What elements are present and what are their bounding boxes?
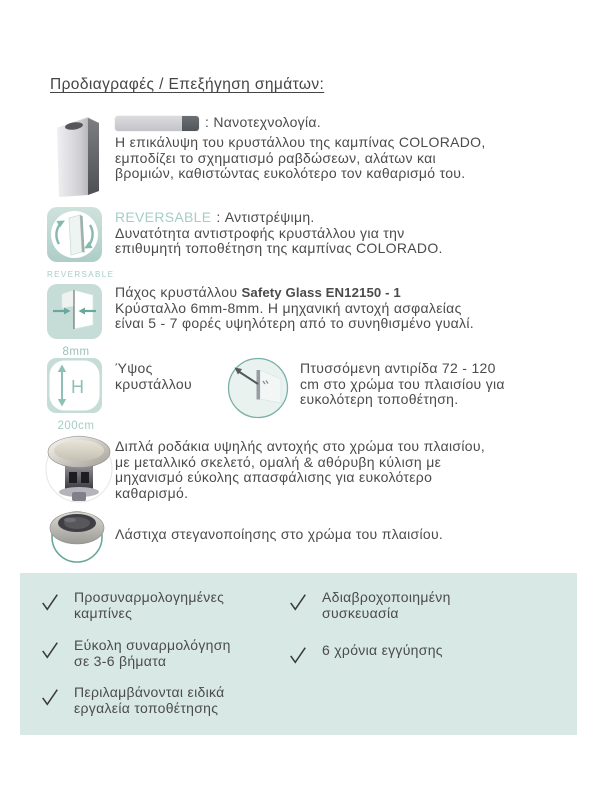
folding-support-bar-icon	[227, 357, 289, 419]
height-icon-caption: 200cm	[57, 420, 95, 432]
check-icon	[40, 592, 60, 612]
safety-title-prefix: Πάχος κρυστάλλου	[115, 284, 242, 300]
list-item	[40, 685, 249, 716]
spec-row-nanotech	[115, 114, 515, 182]
height-arrow-H-icon	[47, 358, 102, 413]
double-rollers-photo-icon	[45, 432, 113, 506]
glass-thickness-arrows-icon	[47, 284, 102, 339]
list-item	[40, 590, 249, 621]
safety-title-standard: Safety Glass EN12150 - 1	[241, 285, 401, 300]
feature-text: 6 χρόνια εγγύησης	[322, 642, 443, 658]
reversable-body: Δυνατότητα αντιστροφής κρυστάλλου για την επιθυμητή τοποθέτηση της καμπίνας COLORADO.	[115, 224, 443, 256]
safety-body: Κρύσταλλο 6mm-8mm. Η μηχανική αντοχή ασφαλείας είναι 5 - 7 φορές υψηλότερη από το συνηθισμένο γυαλί.	[115, 299, 474, 331]
list-item	[288, 590, 482, 621]
spec-row-reversable-icon	[47, 207, 115, 279]
sealing-gasket-photo-icon	[44, 503, 114, 563]
spec-row-safety-icon	[47, 284, 105, 358]
features-panel	[20, 573, 577, 735]
feature-text: Αδιαβροχοποιημένη συσκευασία	[322, 589, 451, 621]
reversable-highlight: REVERSABLE	[115, 209, 212, 225]
brace-body: Πτυσσόμενη αντιρίδα 72 - 120 cm στο χρώμα του πλαισίου για ευκολότερη τοποθέτηση.	[300, 360, 505, 407]
gasket-body: Λάστιχα στεγανοποίησης στο χρώμα του πλαισίου.	[115, 526, 444, 542]
svg-text:H: H	[71, 377, 84, 397]
spec-row-safety	[115, 285, 535, 332]
list-item	[40, 638, 249, 669]
spec-row-brace-icon	[227, 357, 289, 424]
spec-row-gasket-icon	[44, 503, 114, 568]
spec-row-height-icon	[47, 358, 105, 432]
spec-row-rollers-icon	[45, 432, 113, 511]
list-item	[288, 643, 482, 665]
nanotech-body: Η επικάλυψη του κρυστάλλου της καμπίνας COLORADO, εμποδίζει το σχηματισμό ραβδώσεων, αλάτων και βρομιών, καθιστώντας ευκολότερο τον καθαρισμό του.	[115, 134, 486, 181]
reversable-rotate-arrows-icon	[47, 207, 102, 262]
feature-text: Εύκολη συναρμολόγηση σε 3-6 βήματα	[74, 637, 231, 669]
reversable-icon-caption: REVERSABLE	[47, 270, 115, 279]
nano-coating-badge-icon	[115, 116, 199, 131]
check-icon	[288, 645, 308, 665]
spec-row-reversable	[115, 210, 515, 257]
page-title: Προδιαγραφές / Επεξήγηση σημάτων:	[50, 76, 325, 93]
check-icon	[288, 592, 308, 612]
rollers-body: Διπλά ροδάκια υψηλής αντοχής στο χρώμα του πλαισίου, με μεταλλικό σκελετό, ομαλή & αθόρυβη κύλιση με μηχανισμό εύκολης απασφάλισης για ευκολότερο καθαρισμό.	[115, 438, 486, 501]
feature-text: Προσυναρμολογημένες καμπίνες	[74, 589, 225, 621]
feature-text: Περιλαμβάνονται ειδικά εργαλεία τοποθέτησης	[74, 684, 225, 716]
reversable-label: : Αντιστρέψιμη.	[216, 209, 315, 225]
glass-block-icon	[50, 112, 105, 200]
spec-row-nanotech-icon	[50, 112, 105, 205]
check-icon	[40, 640, 60, 660]
thickness-icon-caption: 8mm	[62, 346, 90, 358]
height-label: Ύψος κρυστάλλου	[115, 360, 192, 392]
nanotech-label: : Νανοτεχνολογία.	[205, 114, 321, 131]
check-icon	[40, 687, 60, 707]
